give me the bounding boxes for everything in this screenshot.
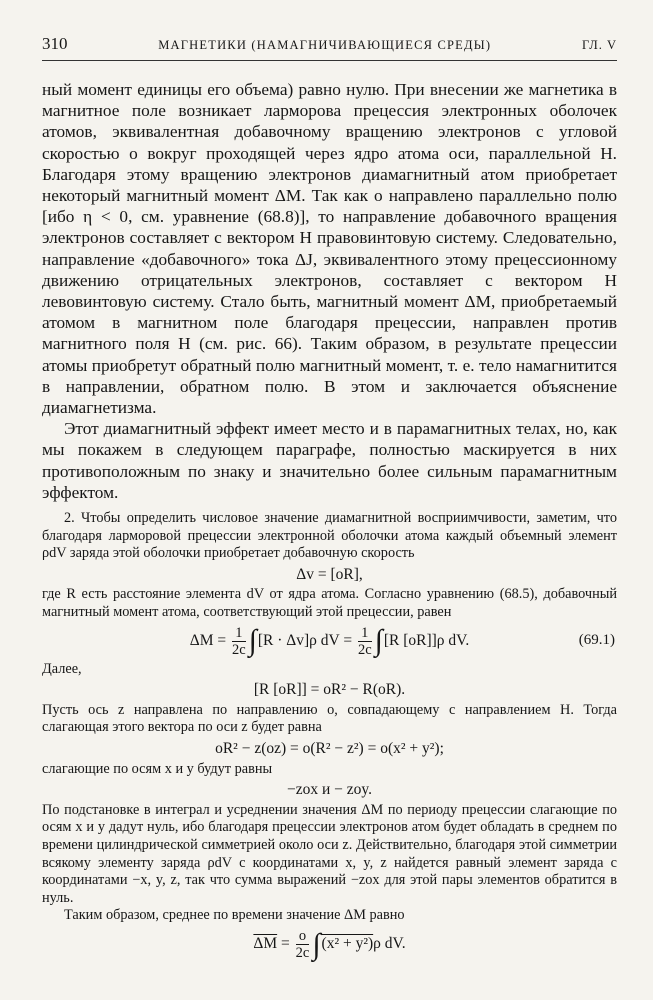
integral-sign: ∫ bbox=[374, 624, 383, 658]
equation-velocity: Δv = [oR], bbox=[296, 565, 363, 583]
integral-sign: ∫ bbox=[312, 927, 321, 961]
fraction-denominator: 2c bbox=[231, 641, 246, 658]
equation-xy-components: −zox и − zoy. bbox=[286, 781, 373, 799]
small-print-section bbox=[42, 510, 617, 961]
small-paragraph-3: Далее, bbox=[42, 660, 82, 677]
fraction-denominator: 2c bbox=[357, 641, 372, 658]
equals-sign: = bbox=[281, 935, 290, 952]
fraction-1 bbox=[232, 625, 246, 658]
averaged-term: (x² + y²) bbox=[321, 935, 374, 952]
fraction-numerator: 1 bbox=[358, 625, 372, 642]
fraction-numerator: o bbox=[296, 928, 310, 945]
small-paragraph-6: По подстановке в интеграл и усреднении значения ΔM по периоду прецессии слагающие по осям x и y дадут нуль, ибо благодаря прецессии электронов атом будет обладать в среднем по времени цилиндрической симметрией около оси z. Действительно, благодаря этой симметрии всякому элементу заряда ρdV с координатами x, y, z найдется равный элемент заряда с координатами −x, y, z, так что сумма выражений −zox для этой пары элементов обратится в нуль. bbox=[42, 801, 617, 906]
paragraph-1: ный момент единицы его объема) равно нулю. При внесении же магнетика в магнитное поле возникает ларморова прецессия электронных оболочек атомов, эквивалентная добавочному вращению электронов с угловой скоростью o вокруг проходящей через ядро атома оси, параллельной H. Благодаря этому вращению электронов диамагнитный атом приобретает некоторый магнитный момент ΔM. Так как o направлено параллельно полю [ибо η < 0, см. уравнение (68.8)], то направление добавочного вращения электронов составляет с вектором H правовинтовую систему. Следовательно, направление «добавочного» тока ΔJ, эквивалентного этому прецессионному движению отрицательных электронов, составляет с вектором H левовинтовую систему. Стало быть, магнитный момент ΔM, приобретаемый атомом в магнитном поле благодаря прецессии, направлен против магнитного поля H (см. рис. 66). Таким образом, в результате прецессии атомы приобретут обратный полю магнитный момент, т. е. тело намагнитится в направлении, обратном полю. В этом и заключается объяснение диамагнетизма. bbox=[42, 80, 617, 418]
page-number: 310 bbox=[42, 34, 68, 53]
running-header bbox=[42, 34, 617, 61]
fraction-2 bbox=[358, 625, 372, 658]
integrand-rest: ρ dV. bbox=[373, 935, 406, 952]
equation-average-moment bbox=[42, 928, 617, 961]
main-text bbox=[42, 79, 617, 503]
small-paragraph-2: где R есть расстояние элемента dV от ядра атома. Согласно уравнению (68.5), добавочный магнитный момент атома, соответствующий этой прецессии, равен bbox=[42, 586, 617, 621]
equation-triple-product: [R [oR]] = oR² − R(oR). bbox=[253, 681, 406, 699]
chapter-label: ГЛ. V bbox=[581, 38, 617, 52]
integrand-2: [R [oR]]ρ dV. bbox=[383, 631, 470, 649]
equation-69-1 bbox=[42, 625, 617, 658]
integrand-1: [R · Δv]ρ dV = bbox=[257, 631, 353, 649]
fraction-denominator: 2c bbox=[295, 944, 310, 961]
running-title: МАГНЕТИКИ (НАМАГНИЧИВАЮЩИЕСЯ СРЕДЫ) bbox=[158, 38, 492, 52]
avg-moment-symbol: $\overline{\Delta M}$ bbox=[253, 935, 278, 952]
paragraph-2: Этот диамагнитный эффект имеет место и в парамагнитных телах, но, как мы покажем в следующем параграфе, полностью маскируется в них противоположным по знаку и значительно более сильным парамагнитным эффектом. bbox=[42, 419, 617, 502]
small-paragraph-4: Пусть ось z направлена по направлению o, совпадающему с направлением H. Тогда слагающая этого вектора по оси z будет равна bbox=[42, 701, 617, 736]
integral-sign: ∫ bbox=[248, 624, 257, 658]
eq-lhs: ΔM = bbox=[189, 631, 227, 649]
equation-number: (69.1) bbox=[578, 632, 615, 649]
small-paragraph-7: Таким образом, среднее по времени значение ΔM равно bbox=[64, 907, 405, 924]
fraction-numerator: 1 bbox=[232, 625, 246, 642]
small-paragraph-5: слагающие по осям x и y будут равны bbox=[42, 760, 273, 777]
small-paragraph-1: 2. Чтобы определить числовое значение диамагнитной восприимчивости, заметим, что благодаря ларморовой прецессии электронной оболочки атома каждый объемный элемент ρdV заряда этой оболочки приобретает добавочную скорость bbox=[42, 510, 617, 562]
equation-z-component: oR² − z(oz) = o(R² − z²) = o(x² + y²); bbox=[215, 740, 444, 757]
fraction-3 bbox=[296, 928, 310, 961]
